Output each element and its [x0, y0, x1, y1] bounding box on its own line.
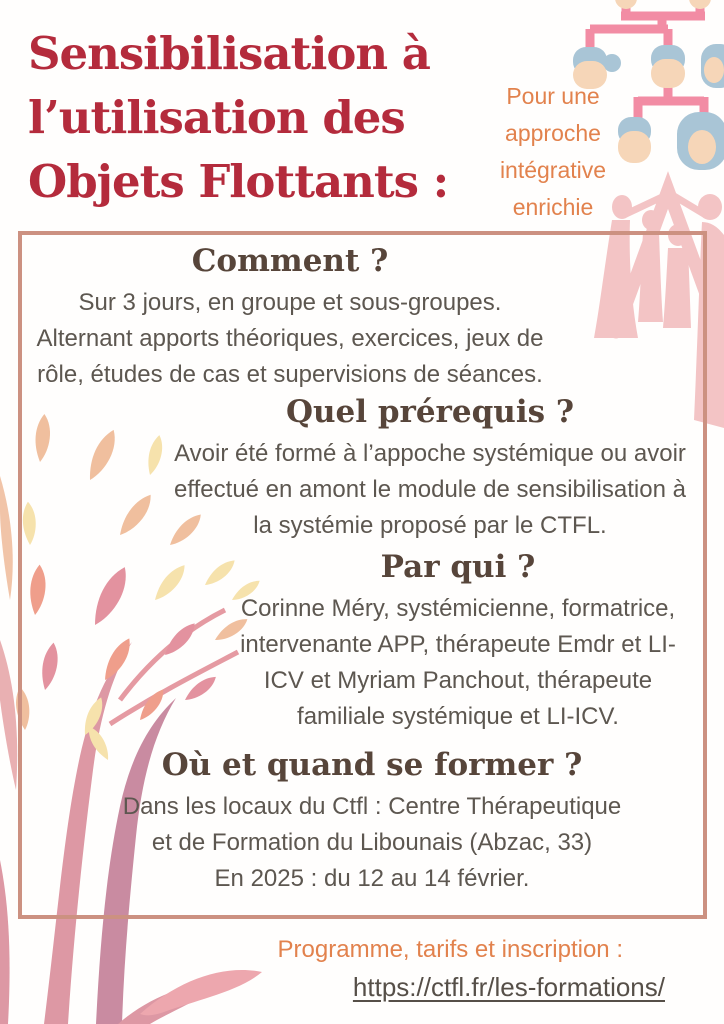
section-body-line: rôle, études de cas et supervisions de séances.: [37, 361, 543, 388]
section-body-line: En 2025 : du 12 au 14 février.: [214, 865, 530, 892]
genogram-head-icon: [689, 0, 711, 9]
footer-invite-text: Programme, tarifs et inscription :: [277, 936, 623, 963]
section-body-line: la systémie proposé par le CTFL.: [253, 512, 607, 539]
section-prerequis: [150, 392, 710, 544]
section-body-line: ICV et Myriam Panchout, thérapeute: [263, 667, 653, 694]
tagline-line: intégrative: [499, 157, 607, 183]
section-heading: Comment ?: [191, 243, 389, 279]
title-line: l’utilisation des: [28, 91, 405, 144]
section-body-line: familiale systémique et LI-ICV.: [297, 703, 619, 730]
section-heading: Où et quand se former ?: [161, 747, 583, 783]
section-body-line: effectué en amont le module de sensibilisation à: [174, 476, 686, 503]
section-body-line: Sur 3 jours, en groupe et sous-groupes.: [78, 289, 502, 316]
tagline-line: approche: [505, 120, 601, 146]
section-body-line: intervenante APP, thérapeute Emdr et LI-: [240, 631, 676, 658]
genogram-head-icon: [615, 0, 637, 9]
section-body-line: Avoir été formé à l’appoche systémique ou avoir: [174, 440, 686, 467]
genogram-head-bob-icon: [677, 112, 724, 170]
tagline-line: Pour une: [506, 83, 600, 109]
section-body-line: Alternant apports théoriques, exercices, jeux de: [36, 325, 544, 352]
section-heading: Quel prérequis ?: [285, 394, 575, 430]
title-line: Objets Flottants :: [28, 155, 449, 208]
section-parqui: [213, 547, 703, 735]
page-title: [28, 22, 448, 214]
title-line: Sensibilisation à: [28, 27, 430, 80]
section-comment: [30, 241, 550, 393]
tagline-line: enrichie: [512, 194, 594, 220]
section-heading: Par qui ?: [380, 549, 536, 585]
footer: [150, 933, 665, 1007]
registration-link[interactable]: https://ctfl.fr/les-formations/: [352, 972, 665, 1002]
section-body-line: et de Formation du Libounais (Abzac, 33): [151, 829, 593, 856]
section-body-line: Corinne Méry, systémicienne, formatrice,: [240, 595, 676, 622]
tagline: [438, 78, 668, 226]
section-body-line: Dans les locaux du Ctfl : Centre Thérapeutique: [122, 793, 622, 820]
section-ou-quand: [92, 745, 652, 897]
genogram-head-longhair-icon: [701, 44, 724, 88]
